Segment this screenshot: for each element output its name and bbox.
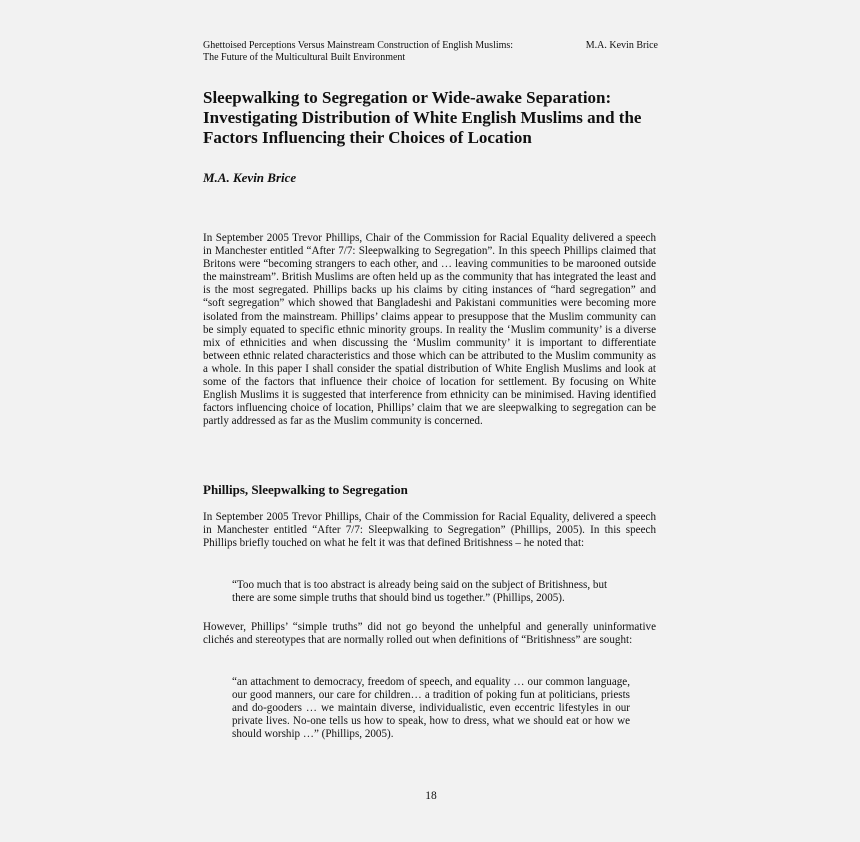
- running-head-title-line-1: Ghettoised Perceptions Versus Mainstream Construction of English Muslims:: [203, 40, 514, 51]
- block-quote-1: “Too much that is too abstract is already being said on the subject of Britishness, but there are some simple truths that should bind us together.” (Phillips, 2005).: [232, 579, 608, 605]
- author-byline: M.A. Kevin Brice: [203, 170, 297, 185]
- section-heading: Phillips, Sleepwalking to Segregation: [203, 482, 408, 497]
- block-quote-2: “an attachment to democracy, freedom of speech, and equality … our common language, our good manners, our care for children… a tradition of poking fun at politicians, priests and do-gooders … we maintain diverse, individualistic, even eccentric lifestyles in our private lives. No-one tells us how to speak, how to dress, what we should eat or how we should worship …” (Phillips, 2005).: [232, 676, 630, 741]
- body-paragraph-3: However, Phillips’ “simple truths” did not go beyond the unhelpful and generally uninformative clichés and stereotypes that are normally rolled out when definitions of “Britishness” are sought:: [203, 621, 656, 647]
- page-number: 18: [425, 790, 437, 802]
- paper-title: Sleepwalking to Segregation or Wide-awake Separation: Investigating Distribution of White English Muslims and the Factors Influencing their Choices of Location: [203, 88, 642, 147]
- running-head-title-line-2: The Future of the Multicultural Built Environment: [203, 52, 406, 63]
- intro-paragraph: In September 2005 Trevor Phillips, Chair of the Commission for Racial Equality delivered a speech in Manchester entitled “After 7/7: Sleepwalking to Segregation”. In this speech Phillips claimed that Britons were “becoming strangers to each other, and … leaving communities to be marooned outside the mainstream”. British Muslims are often held up as the community that has integrated the least and is the most segregated. Phillips backs up his claims by citing instances of “hard segregation” and “soft segregation” which showed that Bangladeshi and Pakistani communities were becoming more isolated from the mainstream. Phillips’ claims appear to presuppose that the Muslim community can be simply equated to specific ethnic minority groups. In reality the ‘Muslim community’ is a diverse mix of ethnicities and when discussing the ‘Muslim community’ it is important to differentiate between ethnic related characteristics and those which can be attributed to the Muslim community as a whole. In this paper I shall consider the spatial distribution of White English Muslims and look at some of the factors that influence their choice of location for settlement. By focusing on White English Muslims it is suggested that interference from ethnicity can be minimised. Having identified factors influencing choice of location, Phillips’ claim that we are sleepwalking to segregation can be partly addressed as far as the Muslim community is concerned.: [203, 232, 656, 428]
- body-paragraph-2: In September 2005 Trevor Phillips, Chair of the Commission for Racial Equality, delivered a speech in Manchester entitled “After 7/7: Sleepwalking to Segregation” (Phillips, 2005). In this speech Phillips briefly touched on what he felt it was that defined Britishness – he noted that:: [203, 511, 656, 550]
- running-head-author: M.A. Kevin Brice: [585, 40, 658, 51]
- running-head: [203, 40, 658, 64]
